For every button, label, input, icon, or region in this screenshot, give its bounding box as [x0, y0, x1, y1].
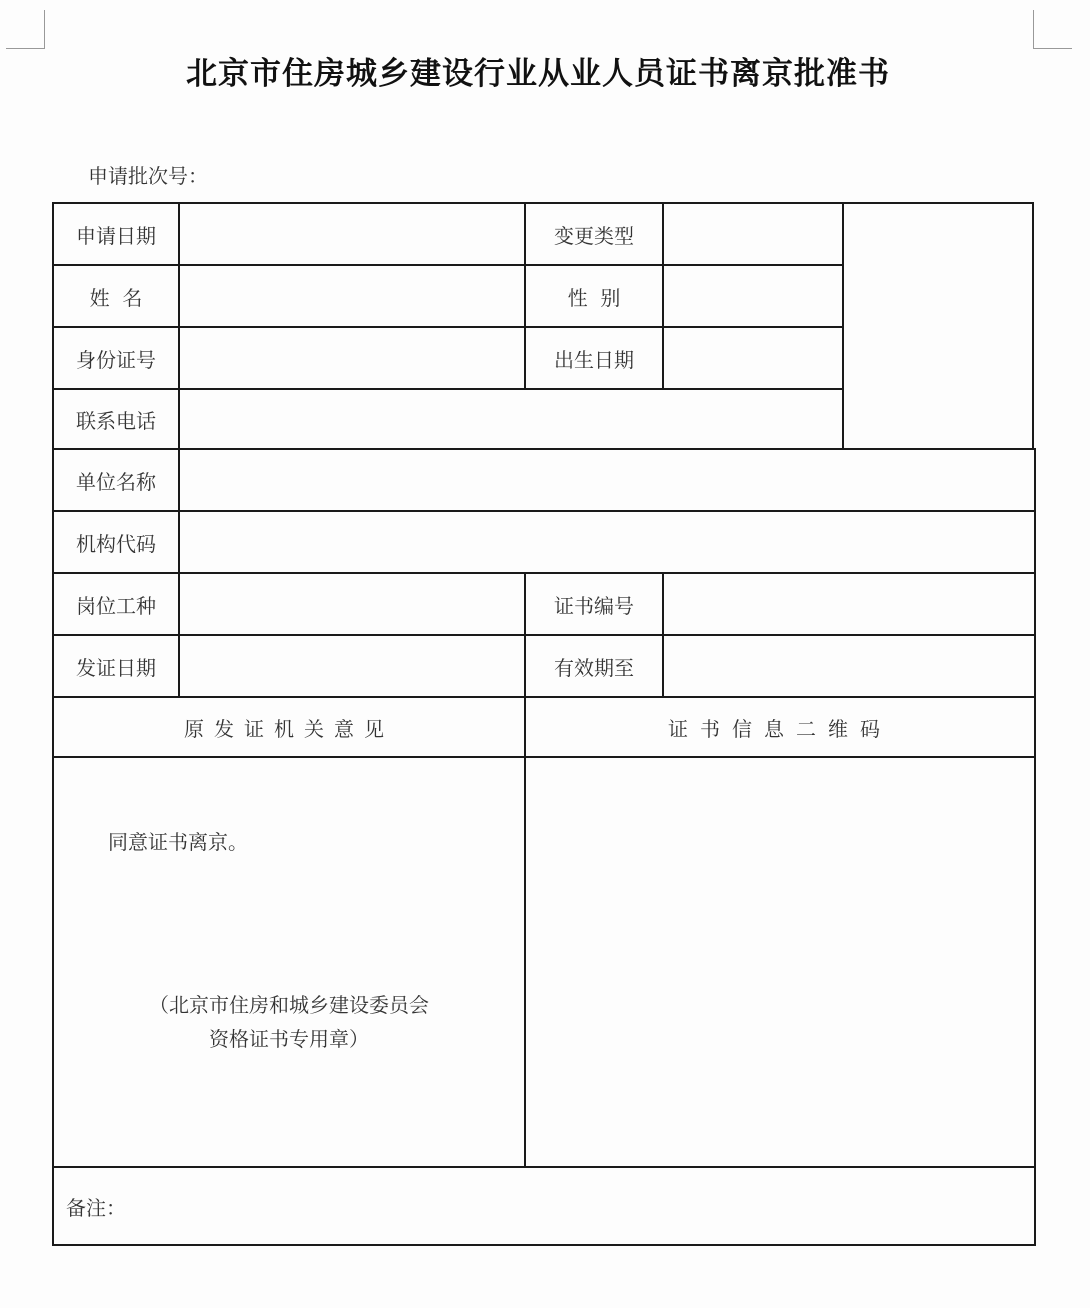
remarks-label: 备注： — [66, 1196, 126, 1220]
company-label: 单位名称 — [76, 469, 156, 494]
gender-label: 性 别 — [567, 285, 621, 310]
apply-date-label: 申请日期 — [76, 223, 156, 248]
id-number-label: 身份证号 — [76, 347, 156, 372]
table-line — [662, 202, 664, 390]
name-label: 姓 名 — [89, 285, 143, 310]
table-line — [178, 202, 180, 698]
seal-note — [54, 988, 524, 1056]
table-line — [1032, 202, 1034, 450]
table-line — [52, 756, 1036, 758]
org-code-label: 机构代码 — [76, 531, 156, 556]
valid-until-label: 有效期至 — [554, 655, 634, 680]
table-line — [52, 1166, 1036, 1168]
seal-line-2: 资格证书专用章） — [209, 1027, 369, 1051]
table-line — [52, 510, 1036, 512]
table-line — [842, 202, 844, 450]
seal-line-1: （北京市住房和城乡建设委员会 — [149, 993, 429, 1017]
issue-date-label: 发证日期 — [76, 655, 156, 680]
phone-label: 联系电话 — [76, 408, 156, 433]
table-line — [52, 1244, 1036, 1246]
opinion-header: 原发证机关意见 — [184, 716, 394, 741]
opinion-text: 同意证书离京。 — [108, 830, 248, 854]
batch-number-label: 申请批次号： — [88, 164, 208, 188]
position-label: 岗位工种 — [76, 593, 156, 618]
document-title: 北京市住房城乡建设行业从业人员证书离京批准书 — [186, 56, 890, 92]
cert-number-label: 证书编号 — [554, 593, 634, 618]
birth-date-label: 出生日期 — [554, 347, 634, 372]
qr-header: 证书信息二维码 — [668, 716, 892, 741]
change-type-label: 变更类型 — [554, 223, 634, 248]
crop-mark-top-left — [6, 10, 45, 49]
table-line — [1034, 448, 1036, 1246]
table-line — [662, 572, 664, 698]
crop-mark-top-right — [1033, 10, 1072, 49]
table-line — [52, 448, 1036, 450]
